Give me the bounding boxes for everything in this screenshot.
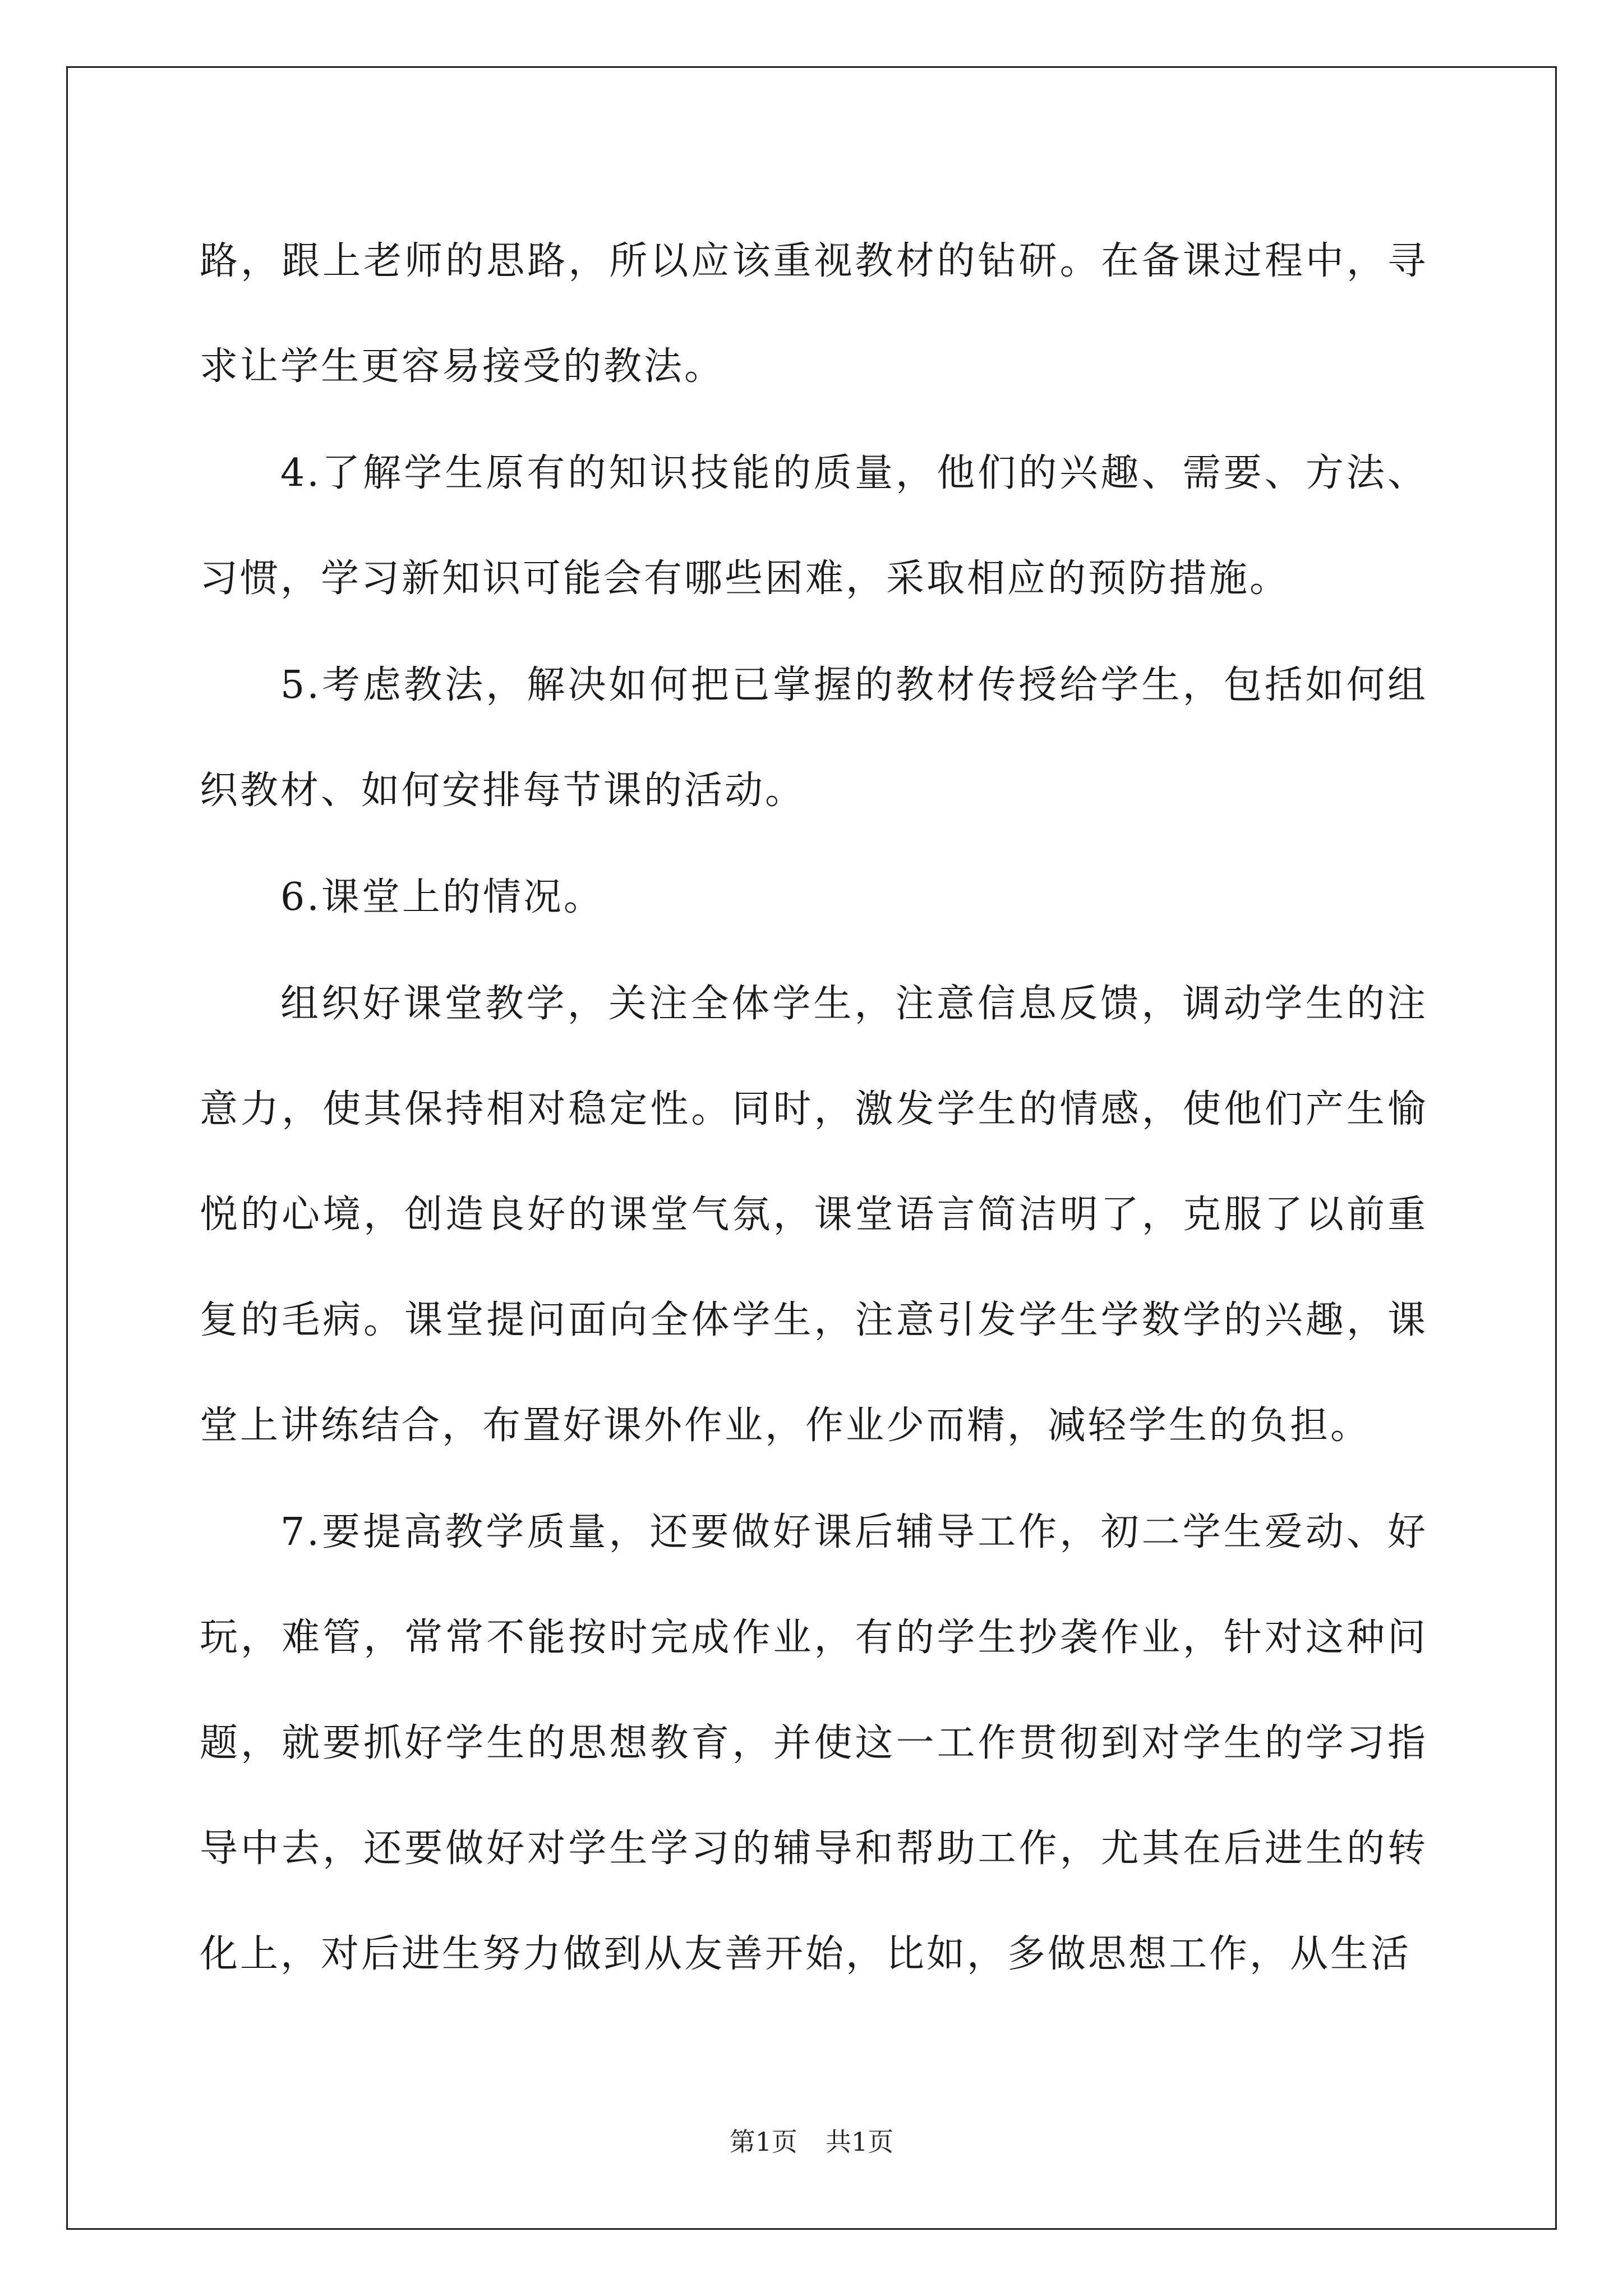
paragraph-item-7: 7.要提高教学质量，还要做好课后辅导工作，初二学生爱动、好玩，难管，常常不能按时完成作业，有的学生抄袭作业，针对这种问题，就要抓好学生的思想教育，并使这一工作贯彻到对学生的学习指导中去，还要做好对学生学习的辅导和帮助工作，尤其在后进生的转化上，对后进生努力做到从友善开始，比如，多做思想工作，从生活: [200, 1510, 1428, 1976]
page-number: 第1页: [729, 2127, 797, 2157]
paragraph-continuation: 路，跟上老师的思路，所以应该重视教材的钻研。在备课过程中，寻求让学生更容易接受的教法。: [200, 239, 1428, 389]
paragraph-item-4: 4.了解学生原有的知识技能的质量，他们的兴趣、需要、方法、习惯，学习新知识可能会有哪些困难，采取相应的预防措施。: [200, 451, 1428, 601]
page-footer: [0, 2125, 1623, 2159]
paragraph-classroom: 组织好课堂教学，关注全体学生，注意信息反馈，调动学生的注意力，使其保持相对稳定性。同时，激发学生的情感，使他们产生愉悦的心境，创造良好的课堂气氛，课堂语言简洁明了，克服了以前重复的毛病。课堂提问面向全体学生，注意引发学生学数学的兴趣，课堂上讲练结合，布置好课外作业，作业少而精，减轻学生的负担。: [200, 982, 1428, 1448]
paragraph-item-5: 5.考虑教法，解决如何把已掌握的教材传授给学生，包括如何组织教材、如何安排每节课的活动。: [200, 663, 1428, 813]
document-body: [200, 209, 1428, 2008]
page-total: 共1页: [826, 2127, 894, 2157]
paragraph-item-6: 6.课堂上的情况。: [280, 875, 604, 919]
